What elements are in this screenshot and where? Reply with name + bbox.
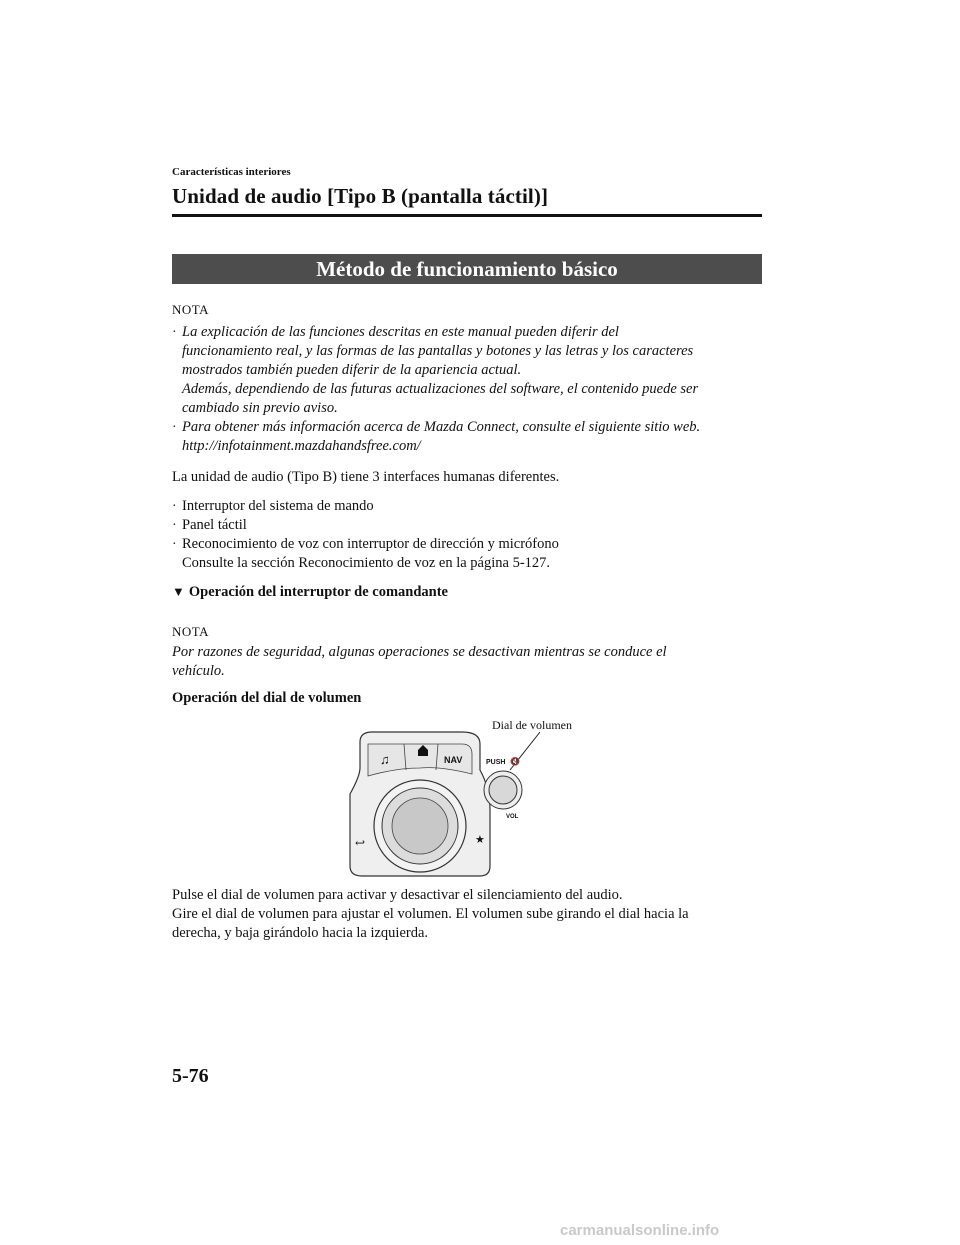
watermark: carmanualsonline.info <box>560 1222 720 1239</box>
push-label: PUSH <box>486 759 506 766</box>
bullet-dot: · <box>172 325 177 340</box>
note-label: NOTA <box>172 302 210 317</box>
commander-switch-figure <box>340 730 540 880</box>
list-item: · Reconocimiento de voz con interruptor de dirección y micrófono <box>172 536 559 552</box>
title-rule <box>172 214 762 217</box>
list-item: · Interruptor del sistema de mando <box>172 498 374 514</box>
note-line: cambiado sin previo aviso. <box>182 400 338 416</box>
description-line: Gire el dial de volumen para ajustar el volumen. El volumen sube girando el dial hacia la <box>172 906 689 922</box>
vol-label: VOL <box>506 814 519 820</box>
dial-center <box>392 798 448 854</box>
volume-dial[interactable] <box>489 776 517 804</box>
music-icon[interactable]: ♫ <box>380 752 390 767</box>
note-line: Además, dependiendo de las futuras actualizaciones del software, el contenido puede ser <box>182 381 699 397</box>
subsection-heading: ▼ Operación del interruptor de comandante <box>172 584 448 600</box>
section-banner: Método de funcionamiento básico <box>172 254 762 284</box>
note-line: mostrados también pueden diferir de la apariencia actual. <box>182 362 522 378</box>
note-line: La explicación de las funciones descritas en este manual pueden diferir del <box>182 324 619 340</box>
note-line: http://infotainment.mazdahandsfree.com/ <box>182 438 421 454</box>
figure-callout: Dial de volumen <box>492 718 572 732</box>
note-bullet-1 <box>172 323 699 418</box>
note-label: NOTA <box>172 624 210 639</box>
intro-text: La unidad de audio (Tipo B) tiene 3 interfaces humanas diferentes. <box>172 469 560 485</box>
bullet-dot: · <box>172 499 177 514</box>
note-line: Por razones de seguridad, algunas operaciones se desactivan mientras se conduce el <box>172 644 667 660</box>
nav-button-label[interactable]: NAV <box>444 755 463 765</box>
description-line: derecha, y baja girándolo hacia la izquierda. <box>172 925 429 941</box>
section-label: Características interiores <box>172 166 291 178</box>
triangle-marker-icon: ▼ <box>172 584 185 599</box>
description <box>172 886 689 943</box>
note-line: vehículo. <box>172 663 225 679</box>
note-line: Para obtener más información acerca de Mazda Connect, consulte el siguiente sitio web. <box>182 419 701 435</box>
note-line: funcionamiento real, y las formas de las pantallas y botones y las letras y los caracteres <box>182 343 694 359</box>
bullet-dot: · <box>172 537 177 552</box>
page-title: Unidad de audio [Tipo B (pantalla táctil)] <box>172 184 549 208</box>
list-item-continuation: Consulte la sección Reconocimiento de voz en la página 5-127. <box>182 555 551 571</box>
mute-icon: 🔇 <box>510 757 520 766</box>
dial-heading: Operación del dial de volumen <box>172 690 362 706</box>
note-2-text <box>172 643 667 681</box>
list-item: · Panel táctil <box>172 517 247 533</box>
bullet-dot: · <box>172 420 177 435</box>
description-line: Pulse el dial de volumen para activar y desactivar el silenciamiento del audio. <box>172 887 623 903</box>
bullet-dot: · <box>172 518 177 533</box>
page-number: 5-76 <box>172 1065 209 1087</box>
back-icon[interactable]: ↩ <box>355 836 366 850</box>
favorites-icon[interactable]: ★ <box>475 834 485 846</box>
interfaces-list <box>172 497 559 573</box>
note-bullet-2 <box>172 418 701 456</box>
